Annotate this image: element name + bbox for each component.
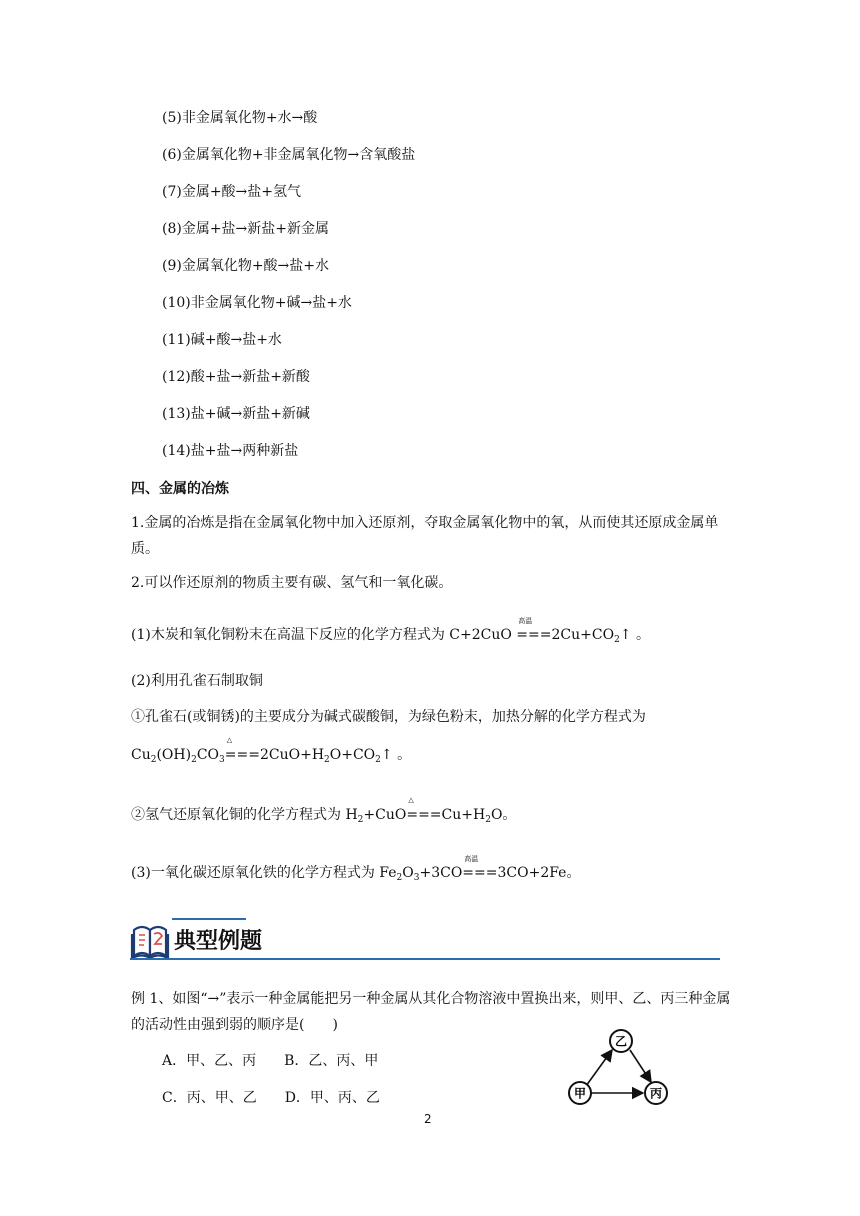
metal-activity-diagram	[562, 1028, 678, 1108]
example-question: 例 1、如图“→”表示一种金属能把另一种金属从其化合物溶液中置换出来，则甲、乙、丙三种金属的活动性由强到弱的顺序是( )	[131, 991, 731, 1033]
reaction-item: (13)盐+碱→新盐+新碱	[162, 406, 310, 422]
reaction-item: (10)非金属氧化物+碱→盐+水	[162, 295, 352, 311]
reaction-condition: △ ===	[224, 736, 260, 763]
heat-symbol: △	[408, 796, 414, 804]
node-yi-label: 乙	[614, 1034, 628, 1049]
reaction-condition: 高温 ===	[516, 617, 552, 643]
reaction-item: (11)碱+酸→盐+水	[162, 332, 282, 348]
reaction-item: (5)非金属氧化物+水→酸	[162, 110, 318, 126]
reaction-condition: 高温 ===	[462, 855, 498, 881]
equation-text: (1)木炭和氧化铜粉末在高温下反应的化学方程式为 C+2CuO	[131, 627, 517, 643]
options-row: A．甲、乙、丙 B．乙、丙、甲	[162, 1053, 379, 1069]
equation-suffix: ↑ 。	[619, 627, 650, 643]
reaction-item: (6)金属氧化物+非金属氧化物→含氧酸盐	[162, 147, 416, 163]
book-icon	[130, 922, 170, 960]
node-jia-label: 甲	[573, 1086, 587, 1101]
heat-symbol: △	[226, 736, 233, 744]
paragraph-malachite: ①孔雀石(或铜锈)的主要成分为碱式碳酸铜，为绿色粉末，加热分解的化学方程式为	[131, 709, 646, 725]
example-heading	[130, 918, 720, 964]
equation-text: ②氢气还原氧化铜的化学方程式为	[131, 807, 346, 823]
arrow-yi-to-bing	[630, 1050, 651, 1082]
equation-carbon-cuo: (1)木炭和氧化铜粉末在高温下反应的化学方程式为 C+2CuO 高温 $===2Cu+CO_2↑$ 。	[131, 617, 650, 645]
paragraph-smelting-definition: 1.金属的冶炼是指在金属氧化物中加入还原剂，夺取金属氧化物中的氧，从而使其还原成金属单质。	[131, 515, 719, 557]
page-number: 2	[424, 1112, 432, 1126]
heading-underline	[130, 958, 720, 960]
reaction-item: (9)金属氧化物+酸→盐+水	[162, 258, 330, 274]
condition-label: 高温	[464, 855, 479, 863]
equation-suffix: ↑ 。	[380, 747, 412, 763]
reaction-condition: △ ===	[406, 796, 442, 823]
reaction-item: (8)金属+盐→新盐+新金属	[162, 221, 330, 237]
reaction-item: (14)盐+盐→两种新盐	[162, 443, 299, 459]
arrow-jia-to-yi	[586, 1050, 612, 1086]
paragraph-reducing-agents: 2.可以作还原剂的物质主要有碳、氢气和一氧化碳。	[131, 575, 453, 591]
equation-malachite: $Cu_2(OH)_2CO_3$ △ $===2CuO+H_2O+CO_2↑$ 。	[131, 736, 412, 765]
equation-hydrogen-cuo: ②氢气还原氧化铜的化学方程式为 $H_2+CuO$ △ $===Cu+H_2O$。	[131, 796, 517, 825]
reaction-item: (7)金属+酸→盐+氢气	[162, 184, 302, 200]
equation-co-fe2o3: (3)一氧化碳还原氧化铁的化学方程式为 $Fe_2O_3+3CO$ 高温 ===3CO+2Fe。	[131, 855, 581, 883]
equation-text: (3)一氧化碳还原氧化铁的化学方程式为	[131, 865, 380, 881]
condition-label: 高温	[518, 617, 533, 625]
options-row: C．丙、甲、乙 D．甲、丙、乙	[162, 1090, 380, 1106]
heading-title: 典型例题	[174, 929, 263, 954]
heading-accent-line	[172, 918, 246, 920]
section-title: 四、金属的冶炼	[131, 481, 229, 497]
reaction-item: (12)酸+盐→新盐+新酸	[162, 369, 310, 385]
subsection-title: (2)利用孔雀石制取铜	[131, 673, 263, 689]
node-bing-label: 丙	[649, 1086, 663, 1101]
